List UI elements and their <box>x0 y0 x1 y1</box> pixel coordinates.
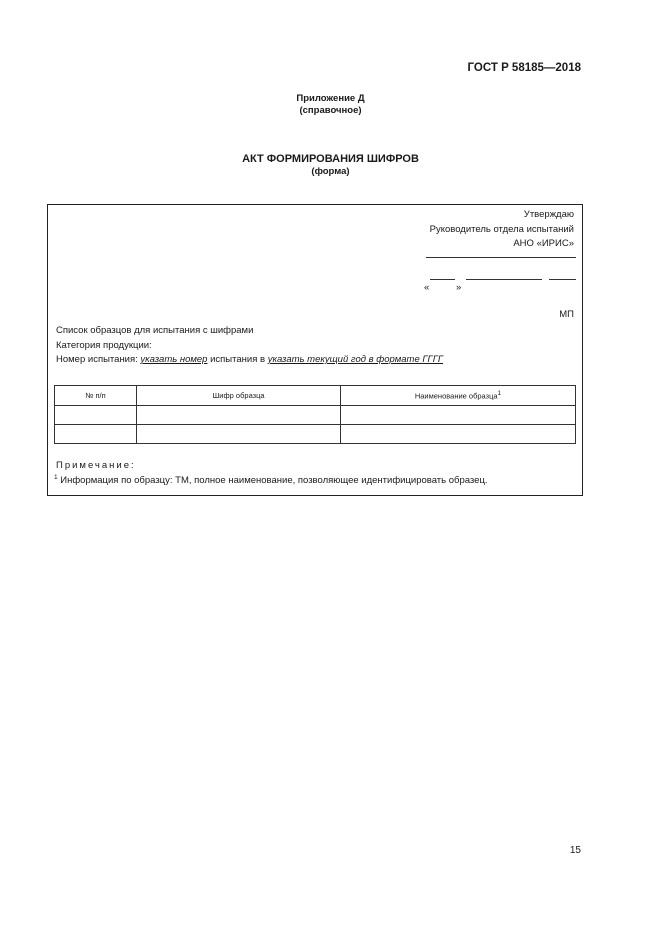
signature-line <box>426 257 576 258</box>
table-header-row <box>55 386 576 406</box>
document-title: АКТ ФОРМИРОВАНИЯ ШИФРОВ <box>242 153 419 165</box>
test-number-line <box>56 354 443 365</box>
approver-position: Руководитель отдела испытаний <box>429 224 574 235</box>
table-row <box>55 406 576 425</box>
stamp-label: МП <box>559 309 574 320</box>
note-body: Информация по образцу: ТМ, полное наименование, позволяющее идентифицировать образец. <box>57 475 488 487</box>
date-open-quote: « <box>424 282 430 293</box>
approve-label: Утверждаю <box>523 209 574 220</box>
table-row <box>55 425 576 444</box>
document-subtitle: (форма) <box>311 166 350 177</box>
col-number-header: № п/п <box>55 386 137 406</box>
approver-org: АНО «ИРИС» <box>513 238 574 249</box>
form-frame <box>47 204 583 496</box>
note-footnote-mark: 1 <box>54 474 58 481</box>
note-title: Примечание: <box>56 460 136 471</box>
samples-table <box>54 385 576 444</box>
sample-list-label: Список образцов для испытания с шифрами <box>56 325 254 336</box>
test-number-placeholder: указать номер <box>140 354 208 365</box>
table-cell <box>137 406 341 425</box>
col-name-header-text: Наименование образца <box>414 391 498 401</box>
test-number-mid: испытания в <box>207 354 268 365</box>
appendix-type: (справочное) <box>299 105 362 116</box>
appendix-title: Приложение Д <box>296 93 365 104</box>
table-cell <box>55 406 137 425</box>
col-name-footnote-mark: 1 <box>497 390 502 398</box>
category-label: Категория продукции: <box>56 340 152 351</box>
date-month-line <box>466 279 542 280</box>
col-name-header <box>341 386 576 406</box>
date-year-line <box>549 279 576 280</box>
date-day-line <box>430 279 455 280</box>
test-number-prefix: Номер испытания: <box>56 354 141 365</box>
table-cell <box>137 425 341 444</box>
test-year-placeholder: указать текущий год в формате ГГГГ <box>267 354 444 365</box>
standard-number: ГОСТ Р 58185—2018 <box>467 62 581 74</box>
col-code-header: Шифр образца <box>137 386 341 406</box>
table-cell <box>55 425 137 444</box>
date-close-quote: » <box>456 282 462 293</box>
table-cell <box>341 406 576 425</box>
table-cell <box>341 425 576 444</box>
note-text <box>54 474 488 486</box>
page-number: 15 <box>569 845 581 856</box>
